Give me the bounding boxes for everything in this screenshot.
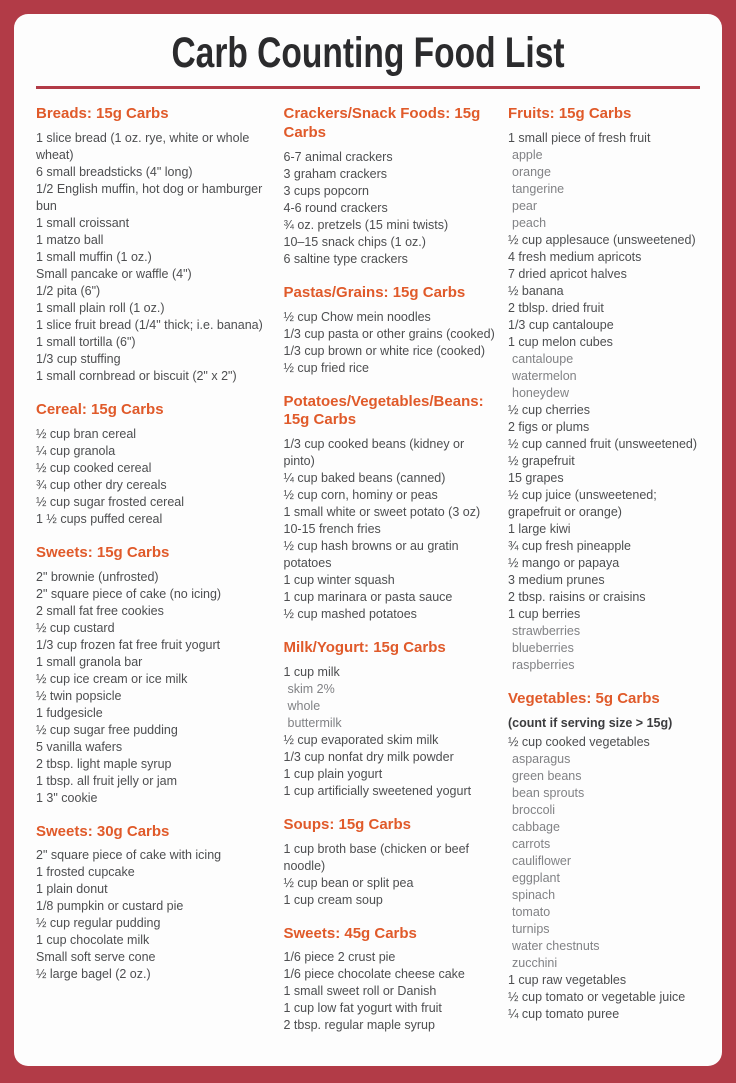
food-item: ½ cup bean or split pea <box>283 875 414 890</box>
food-subitem: broccoli <box>512 802 556 817</box>
food-item: 1/2 English muffin, hot dog or hamburger bun <box>36 182 263 214</box>
food-subitem: green beans <box>512 768 582 783</box>
food-subitem: eggplant <box>512 870 560 885</box>
food-item: 4-6 round crackers <box>283 200 388 215</box>
food-subitem: watermelon <box>512 369 577 384</box>
food-subitem: buttermilk <box>287 715 342 730</box>
food-item: 1 cup low fat yogurt with fruit <box>283 1001 442 1016</box>
section-heading: Sweets: 45g Carbs <box>283 924 417 942</box>
food-subitem: bean sprouts <box>512 785 585 800</box>
food-item: 1/3 cup pasta or other grains (cooked) <box>283 326 495 341</box>
food-item: 2 figs or plums <box>508 420 590 435</box>
food-item: 5 vanilla wafers <box>36 739 123 754</box>
food-item: 1 slice bread (1 oz. rye, white or whole wheat) <box>36 131 250 163</box>
food-item: 1/3 cup stuffing <box>36 352 121 367</box>
food-item: 4 fresh medium apricots <box>508 250 642 265</box>
food-subitem: spinach <box>512 887 556 902</box>
serving-note: (count if serving size > 15g) <box>508 715 673 730</box>
food-subitem: zucchini <box>512 955 558 970</box>
section-heading: Pastas/Grains: 15g Carbs <box>283 283 466 301</box>
food-item: Small pancake or waffle (4") <box>36 267 192 282</box>
food-item: ½ cup custard <box>36 620 115 635</box>
section-heading: Cereal: 15g Carbs <box>36 401 164 419</box>
food-item: 1 cup plain yogurt <box>283 766 383 781</box>
food-item: ¾ cup fresh pineapple <box>508 539 632 554</box>
food-item: 1 cup raw vegetables <box>508 972 627 987</box>
section-heading: Potatoes/Vegetables/Beans: 15g Carbs <box>283 392 484 429</box>
food-item: 1/3 cup cantaloupe <box>508 318 614 333</box>
food-item: 15 grapes <box>508 471 564 486</box>
food-item: ½ grapefruit <box>508 454 575 469</box>
food-item: 2" square piece of cake (no icing) <box>36 586 222 601</box>
food-item: 1 small white or sweet potato (3 oz) <box>283 505 481 520</box>
section-heading: Vegetables: 5g Carbs <box>508 690 660 708</box>
food-item: 1/3 cup cooked beans (kidney or pinto) <box>283 437 465 469</box>
section-heading: Sweets: 30g Carbs <box>36 822 170 840</box>
food-item: 1/3 cup brown or white rice (cooked) <box>283 343 485 358</box>
food-item: ½ cup applesauce (unsweetened) <box>508 233 696 248</box>
food-item: 1 small granola bar <box>36 654 143 669</box>
food-item: 1 cup melon cubes <box>508 335 613 350</box>
food-column-3 <box>508 89 700 1034</box>
food-item: ½ cup juice (unsweetened; grapefruit or orange) <box>508 488 657 520</box>
food-item: 6-7 animal crackers <box>283 149 393 164</box>
food-item: Small soft serve cone <box>36 950 156 965</box>
food-item: 2 small fat free cookies <box>36 603 164 618</box>
food-item: ½ cup corn, hominy or peas <box>283 488 438 503</box>
section-heading: Breads: 15g Carbs <box>36 105 169 123</box>
food-subitem: tomato <box>512 904 551 919</box>
food-item: 2" brownie (unfrosted) <box>36 569 159 584</box>
food-item: 1/3 cup nonfat dry milk powder <box>283 749 454 764</box>
food-item: 1 cup winter squash <box>283 573 395 588</box>
food-item: ½ cup cherries <box>508 403 590 418</box>
food-item: ½ cup ice cream or ice milk <box>36 671 188 686</box>
food-item: 2 tbsp. raisins or craisins <box>508 590 646 605</box>
food-subitem: asparagus <box>512 751 571 766</box>
food-item: ½ cup sugar free pudding <box>36 722 178 737</box>
food-item: 1 cup broth base (chicken or beef noodle) <box>283 841 470 873</box>
food-item: 1/6 piece 2 crust pie <box>283 950 396 965</box>
food-item: 1 cup artificially sweetened yogurt <box>283 783 472 798</box>
food-subitem: blueberries <box>512 641 574 656</box>
section-heading: Fruits: 15g Carbs <box>508 105 632 123</box>
food-item: 2 tblsp. dried fruit <box>508 301 604 316</box>
food-item: ½ cup fried rice <box>283 360 369 375</box>
food-subitem: strawberries <box>512 624 581 639</box>
food-subitem: skim 2% <box>287 681 335 696</box>
food-column-2 <box>284 89 496 1034</box>
columns <box>36 89 700 1034</box>
food-item: ¼ cup tomato puree <box>508 1006 620 1021</box>
food-item: 7 dried apricot halves <box>508 267 627 282</box>
section-heading: Milk/Yogurt: 15g Carbs <box>283 639 446 657</box>
food-item: 1/2 pita (6") <box>36 284 101 299</box>
food-item: ½ cup hash browns or au gratin potatoes <box>283 539 459 571</box>
food-item: ¾ cup other dry cereals <box>36 477 167 492</box>
food-subitem: pear <box>512 199 538 214</box>
food-item: 1/8 pumpkin or custard pie <box>36 899 184 914</box>
food-item: 1 tbsp. all fruit jelly or jam <box>36 773 178 788</box>
food-item: 1 cup marinara or pasta sauce <box>283 590 453 605</box>
food-item: 1 cup chocolate milk <box>36 933 150 948</box>
food-column-1 <box>36 89 271 1034</box>
food-subitem: apple <box>512 148 543 163</box>
food-item: ½ twin popsicle <box>36 688 122 703</box>
food-item: 1 matzo ball <box>36 233 104 248</box>
food-item: ½ large bagel (2 oz.) <box>36 967 151 982</box>
food-item: 1 cup cream soup <box>283 892 383 907</box>
food-item: 1 frosted cupcake <box>36 865 135 880</box>
food-item: ½ cup tomato or vegetable juice <box>508 989 686 1004</box>
food-item: 1 small piece of fresh fruit <box>508 131 651 146</box>
food-item: 1 fudgesicle <box>36 705 103 720</box>
food-item: ½ cup cooked vegetables <box>508 734 650 749</box>
food-item: 1 slice fruit bread (1/4" thick; i.e. banana) <box>36 318 263 333</box>
food-item: 3 cups popcorn <box>283 183 369 198</box>
food-subitem: honeydew <box>512 386 569 401</box>
food-item: 1/6 piece chocolate cheese cake <box>283 967 465 982</box>
food-item: 1 small plain roll (1 oz.) <box>36 301 165 316</box>
section-heading: Sweets: 15g Carbs <box>36 543 170 561</box>
food-item: ½ cup evaporated skim milk <box>283 732 439 747</box>
food-item: ½ cup regular pudding <box>36 916 161 931</box>
food-item: ¼ cup baked beans (canned) <box>283 471 446 486</box>
section-heading: Crackers/Snack Foods: 15g Carbs <box>283 105 481 142</box>
food-item: 1 small tortilla (6") <box>36 335 136 350</box>
food-item: ½ banana <box>508 284 564 299</box>
food-item: ½ cup sugar frosted cereal <box>36 494 184 509</box>
food-subitem: peach <box>512 216 547 231</box>
content-card <box>14 14 722 1066</box>
food-item: 1 small cornbread or biscuit (2" x 2") <box>36 369 237 384</box>
food-item: ½ cup cooked cereal <box>36 460 152 475</box>
food-item: 6 saltine type crackers <box>283 251 408 266</box>
food-item: 2 tbsp. regular maple syrup <box>283 1018 435 1033</box>
food-item: ½ cup canned fruit (unsweetened) <box>508 437 698 452</box>
food-subitem: tangerine <box>512 182 565 197</box>
page-title: Carb Counting Food List <box>171 29 565 77</box>
food-item: ½ cup Chow mein noodles <box>283 309 431 324</box>
food-item: ½ mango or papaya <box>508 556 620 571</box>
food-subitem: water chestnuts <box>512 938 600 953</box>
food-item: 1 3" cookie <box>36 790 98 805</box>
food-subitem: raspberries <box>512 658 575 673</box>
food-item: 1 small muffin (1 oz.) <box>36 250 152 265</box>
section-heading: Soups: 15g Carbs <box>283 815 412 833</box>
food-subitem: cabbage <box>512 819 560 834</box>
food-subitem: whole <box>287 698 321 713</box>
food-item: 1 small croissant <box>36 216 130 231</box>
food-item: 1 plain donut <box>36 882 108 897</box>
food-item: 3 graham crackers <box>283 166 388 181</box>
food-item: 6 small breadsticks (4" long) <box>36 165 193 180</box>
food-subitem: cauliflower <box>512 853 572 868</box>
food-item: 2" square piece of cake with icing <box>36 848 222 863</box>
food-item: 1 cup berries <box>508 607 581 622</box>
food-item: ¾ oz. pretzels (15 mini twists) <box>283 217 449 232</box>
food-subitem: cantaloupe <box>512 352 574 367</box>
food-item: 1 small sweet roll or Danish <box>283 984 437 999</box>
food-item: 1 large kiwi <box>508 522 571 537</box>
food-item: 1/3 cup frozen fat free fruit yogurt <box>36 637 221 652</box>
food-item: ½ cup bran cereal <box>36 426 137 441</box>
food-item: ½ cup mashed potatoes <box>283 607 417 622</box>
food-item: 1 cup milk <box>283 664 340 679</box>
food-item: ¼ cup granola <box>36 443 116 458</box>
food-item: 2 tbsp. light maple syrup <box>36 756 172 771</box>
food-subitem: carrots <box>512 836 551 851</box>
food-subitem: turnips <box>512 921 550 936</box>
food-item: 10–15 snack chips (1 oz.) <box>283 234 426 249</box>
food-item: 3 medium prunes <box>508 573 605 588</box>
food-subitem: orange <box>512 165 551 180</box>
food-item: 10-15 french fries <box>283 522 381 537</box>
food-item: 1 ½ cups puffed cereal <box>36 511 163 526</box>
